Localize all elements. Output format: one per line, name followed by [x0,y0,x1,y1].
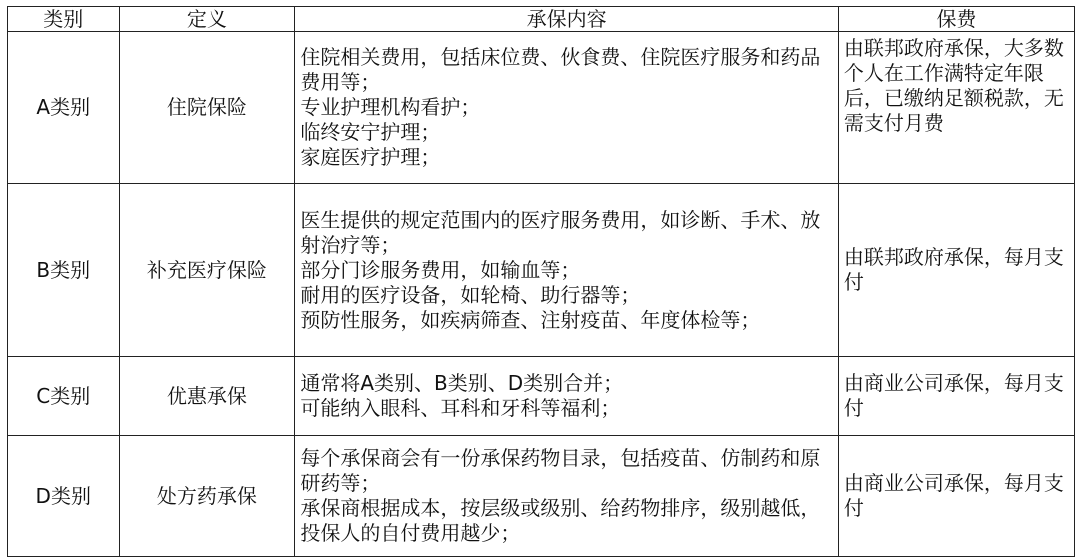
category-cell: A类别 [8,32,120,184]
coverage-item: 可能纳入眼科、耳科和牙科等福利； [300,396,621,420]
coverage-cell [295,32,839,184]
coverage-cell [295,357,839,436]
coverage-item: 部分门诊服务费用，如输血等； [300,257,581,282]
coverage-item: 专业护理机构看护； [300,95,481,119]
coverage-item: 预防性服务，如疾病筛查、注射疫苗、年度体检等； [300,307,761,332]
table-row [8,32,1075,184]
header-row [8,7,1075,32]
header-premium: 保费 [838,7,1074,32]
header-definition: 定义 [119,7,295,32]
table-row [8,436,1075,557]
definition-cell: 处方药承保 [119,436,295,557]
premium-cell: 由商业公司承保，每月支付 [838,436,1074,557]
table-row [8,184,1075,357]
coverage-item: 耐用的医疗设备，如轮椅、助行器等； [300,282,641,307]
coverage-cell [295,436,839,557]
category-cell: B类别 [8,184,120,357]
coverage-cell [295,184,839,357]
definition-cell: 补充医疗保险 [119,184,295,357]
category-cell: D类别 [8,436,120,557]
premium-cell: 由商业公司承保，每月支付 [838,357,1074,436]
category-cell: C类别 [8,357,120,436]
definition-cell: 住院保险 [119,32,295,184]
premium-cell: 由联邦政府承保，大多数个人在工作满特定年限后，已缴纳足额税款，无需支付月费 [838,32,1074,184]
definition-cell: 优惠承保 [119,357,295,436]
coverage-item: 医生提供的规定范围内的医疗服务费用，如诊断、手术、放射治疗等； [300,207,821,257]
coverage-item: 承保商根据成本，按层级或级别、给药物排序，级别越低，投保人的自付费用越少； [300,496,821,545]
coverage-item: 家庭医疗护理； [300,145,441,169]
premium-cell: 由联邦政府承保，每月支付 [838,184,1074,357]
coverage-item: 每个承保商会有一份承保药物目录，包括疫苗、仿制药和原研药等； [300,446,821,495]
medicare-categories-table [7,6,1075,557]
coverage-item: 临终安宁护理； [300,120,441,144]
coverage-item: 通常将A类别、B类别、D类别合并； [300,371,624,395]
coverage-item: 住院相关费用，包括床位费、伙食费、住院医疗服务和药品费用等； [300,45,821,94]
table-row [8,357,1075,436]
header-coverage: 承保内容 [295,7,839,32]
header-category: 类别 [8,7,120,32]
